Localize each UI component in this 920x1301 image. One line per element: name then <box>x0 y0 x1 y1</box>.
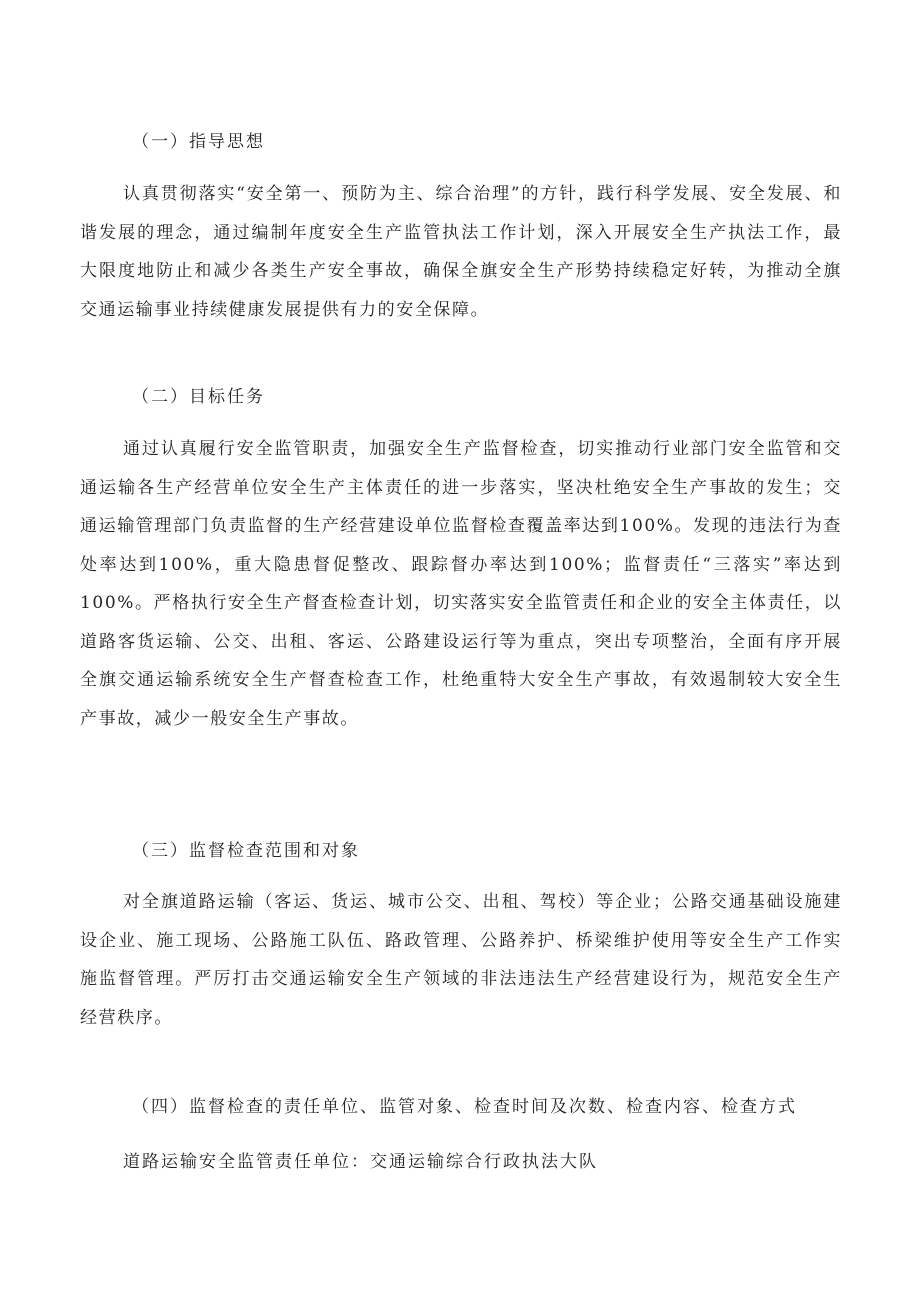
section-heading-guiding-ideology: （一）指导思想 <box>132 132 265 152</box>
section-heading-goals-tasks: （二）目标任务 <box>132 387 265 407</box>
paragraph-guiding-ideology: 认真贯彻落实“安全第一、预防为主、综合治理”的方针，践行科学发展、安全发展、和谐发展的理念，通过编制年度安全生产监管执法工作计划，深入开展安全生产执法工作，最大限度地防止和减少各类生产安全事故，确保全旗安全生产形势持续稳定好转，为推动全旗交通运输事业持续健康发展提供有力的安全保障。 <box>80 184 842 320</box>
paragraph-responsible-unit: 道路运输安全监管责任单位：交通运输综合行政执法大队 <box>123 1152 598 1172</box>
section-heading-responsibilities: （四）监督检查的责任单位、监管对象、检查时间及次数、检查内容、检查方式 <box>132 1097 797 1117</box>
paragraph-scope-targets: 对全旗道路运输（客运、货运、城市公交、出租、驾校）等企业；公路交通基础设施建设企业、施工现场、公路施工队伍、路政管理、公路养护、桥梁维护使用等安全生产工作实施监督管理。严厉打击交通运输安全生产领域的非法违法生产经营建设行为，规范安全生产经营秩序。 <box>80 892 842 1028</box>
section-heading-scope-targets: （三）监督检查范围和对象 <box>132 841 360 861</box>
paragraph-goals-tasks: 通过认真履行安全监管职责，加强安全生产监督检查，切实推动行业部门安全监管和交通运输各生产经营单位安全生产主体责任的进一步落实，坚决杜绝安全生产事故的发生；交通运输管理部门负责监督的生产经营建设单位监督检查覆盖率达到100%。发现的违法行为查处率达到100%，重大隐患督促整改、跟踪督办率达到100%；监督责任“三落实”率达到100%。严格执行安全生产督查检查计划，切实落实安全监管责任和企业的安全主体责任，以道路客货运输、公交、出租、客运、公路建设运行等为重点，突出专项整治，全面有序开展全旗交通运输系统安全生产督查检查工作，杜绝重特大安全生产事故，有效遏制较大安全生产事故，减少一般安全生产事故。 <box>80 439 842 729</box>
